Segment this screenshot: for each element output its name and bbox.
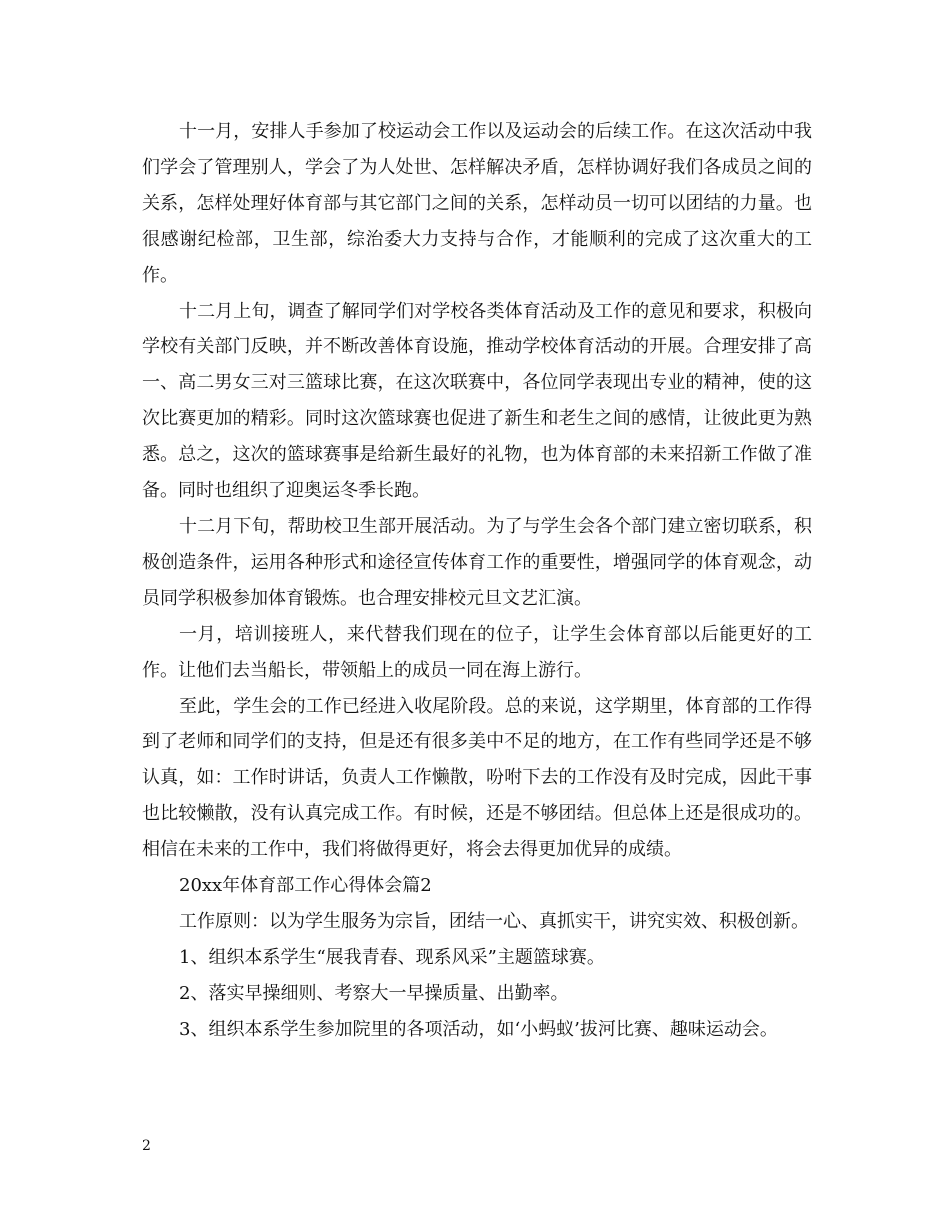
paragraph-late-december: 十二月下旬，帮助校卫生部开展活动。为了与学生会各个部门建立密切联系，积极创造条件，运用各种形式和途径宣传体育工作的重要性，增强同学的体育观念，动员同学积极参加体育锻炼。也合理安排校元旦文艺汇演。 [142,515,812,609]
paragraph-november: 十一月，安排人手参加了校运动会工作以及运动会的后续工作。在这次活动中我们学会了管理别人，学会了为人处世、怎样解决矛盾，怎样协调好我们各成员之间的关系，怎样处理好体育部与其它部门之间的关系，怎样动员一切可以团结的力量。也很感谢纪检部，卫生部，综治委大力支持与合作，才能顺利的完成了这次重大的工作。 [142,121,812,286]
list-item-3: 3、组织本系学生参加院里的各项活动，如‘小蚂蚁’拔河比赛、趣味运动会。 [179,1018,778,1040]
list-item-2: 2、落实早操细则、考察大一早操质量、出勤率。 [179,982,569,1004]
body-text [142,114,812,1048]
paragraph-summary: 至此，学生会的工作已经进入收尾阶段。总的来说，这学期里，体育部的工作得到了老师和同学们的支持，但是还有很多美中不足的地方，在工作有些同学还是不够认真，如：工作时讲话，负责人工作懒散，吩咐下去的工作没有及时完成，因此干事也比较懒散，没有认真完成工作。有时候，还是不够团结。但总体上还是很成功的。相信在未来的工作中，我们将做得更好，将会去得更加优异的成绩。 [142,695,812,861]
paragraph-january: 一月，培训接班人，来代替我们现在的位子，让学生会体育部以后能更好的工作。让他们去当船长，带领船上的成员一同在海上游行。 [142,623,812,681]
paragraph-work-principle: 工作原则：以为学生服务为宗旨，团结一心、真抓实干，讲究实效、积极创新。 [179,910,809,932]
paragraph-early-december: 十二月上旬，调查了解同学们对学校各类体育活动及工作的意见和要求，积极向学校有关部门反映，并不断改善体育设施，推动学校体育活动的开展。合理安排了高一、高二男女三对三篮球比赛，在这次联赛中，各位同学表现出专业的精神，使的这次比赛更加的精彩。同时这次篮球赛也促进了新生和老生之间的感情，让彼此更为熟悉。总之，这次的篮球赛事是给新生最好的礼物，也为体育部的未来招新工作做了准备。同时也组织了迎奥运冬季长跑。 [142,300,812,502]
list-item-1: 1、组织本系学生“展我青春、现系风采”主题篮球赛。 [179,946,605,968]
page-number: 2 [142,1138,151,1154]
section-heading: 20xx年体育部工作心得体会篇2 [179,875,432,897]
